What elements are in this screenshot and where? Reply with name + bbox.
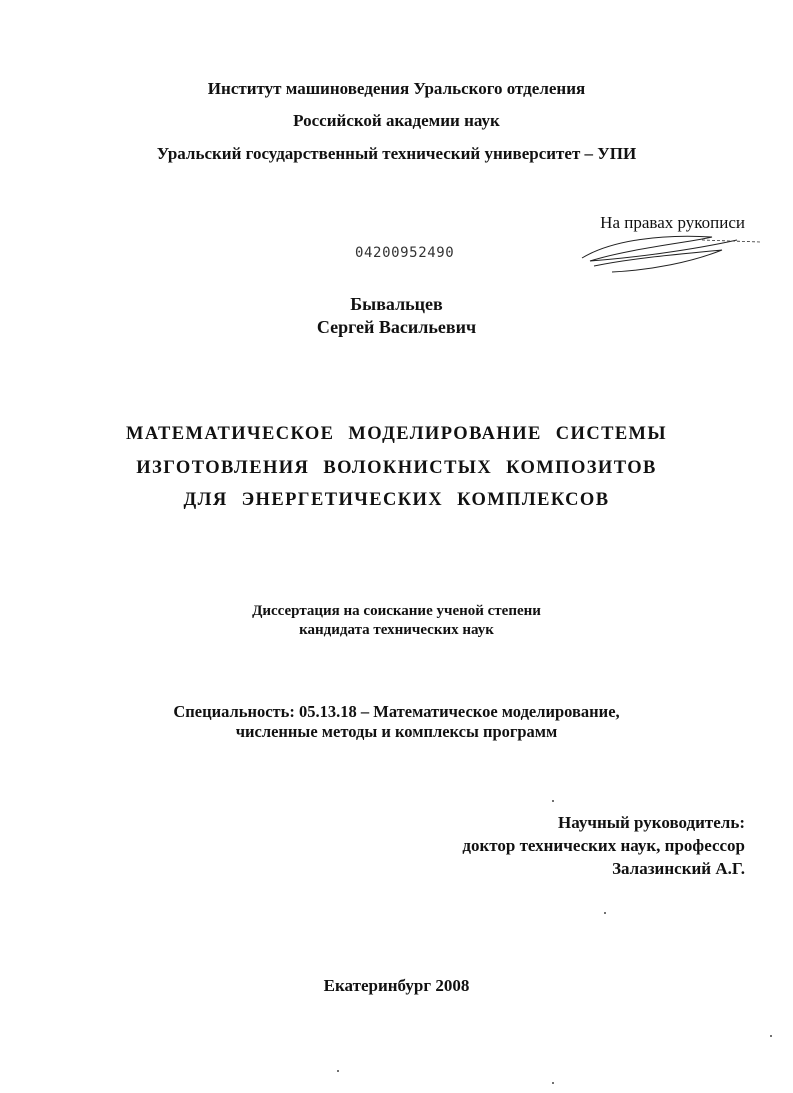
scan-speck — [604, 912, 606, 914]
supervisor-name: Залазинский А.Г. — [612, 859, 745, 878]
scan-speck — [337, 1070, 339, 1072]
author-given-names: Сергей Васильевич — [316, 317, 477, 337]
title-line-2: ИЗГОТОВЛЕНИЯ ВОЛОКНИСТЫХ КОМПОЗИТОВ — [136, 458, 657, 478]
institute-line-1: Институт машиноведения Уральского отделения — [207, 79, 586, 98]
supervisor-degree: доктор технических наук, профессор — [462, 836, 745, 855]
specialty-line-1: Специальность: 05.13.18 – Математическое моделирование, — [173, 702, 620, 721]
scan-speck — [770, 1035, 772, 1037]
scan-speck — [552, 1082, 554, 1084]
degree-line-2: кандидата технических наук — [299, 622, 494, 638]
archive-stamp-number: 04200952490 — [355, 245, 455, 261]
author-surname: Бывальцев — [350, 294, 443, 314]
handwritten-signature — [572, 228, 762, 276]
title-line-1: МАТЕМАТИЧЕСКОЕ МОДЕЛИРОВАНИЕ СИСТЕМЫ — [126, 424, 667, 444]
degree-line-1: Диссертация на соискание ученой степени — [252, 603, 541, 619]
specialty-line-2: численные методы и комплексы программ — [235, 722, 558, 741]
title-line-3: ДЛЯ ЭНЕРГЕТИЧЕСКИХ КОМПЛЕКСОВ — [183, 490, 610, 510]
supervisor-role: Научный руководитель: — [558, 813, 745, 832]
place-and-year: Екатеринбург 2008 — [323, 976, 470, 995]
institute-line-2: Российской академии наук — [293, 111, 500, 130]
scan-speck — [552, 800, 554, 802]
university-line: Уральский государственный технический университет – УПИ — [156, 144, 637, 163]
manuscript-rights-note: На правах рукописи — [600, 213, 745, 232]
